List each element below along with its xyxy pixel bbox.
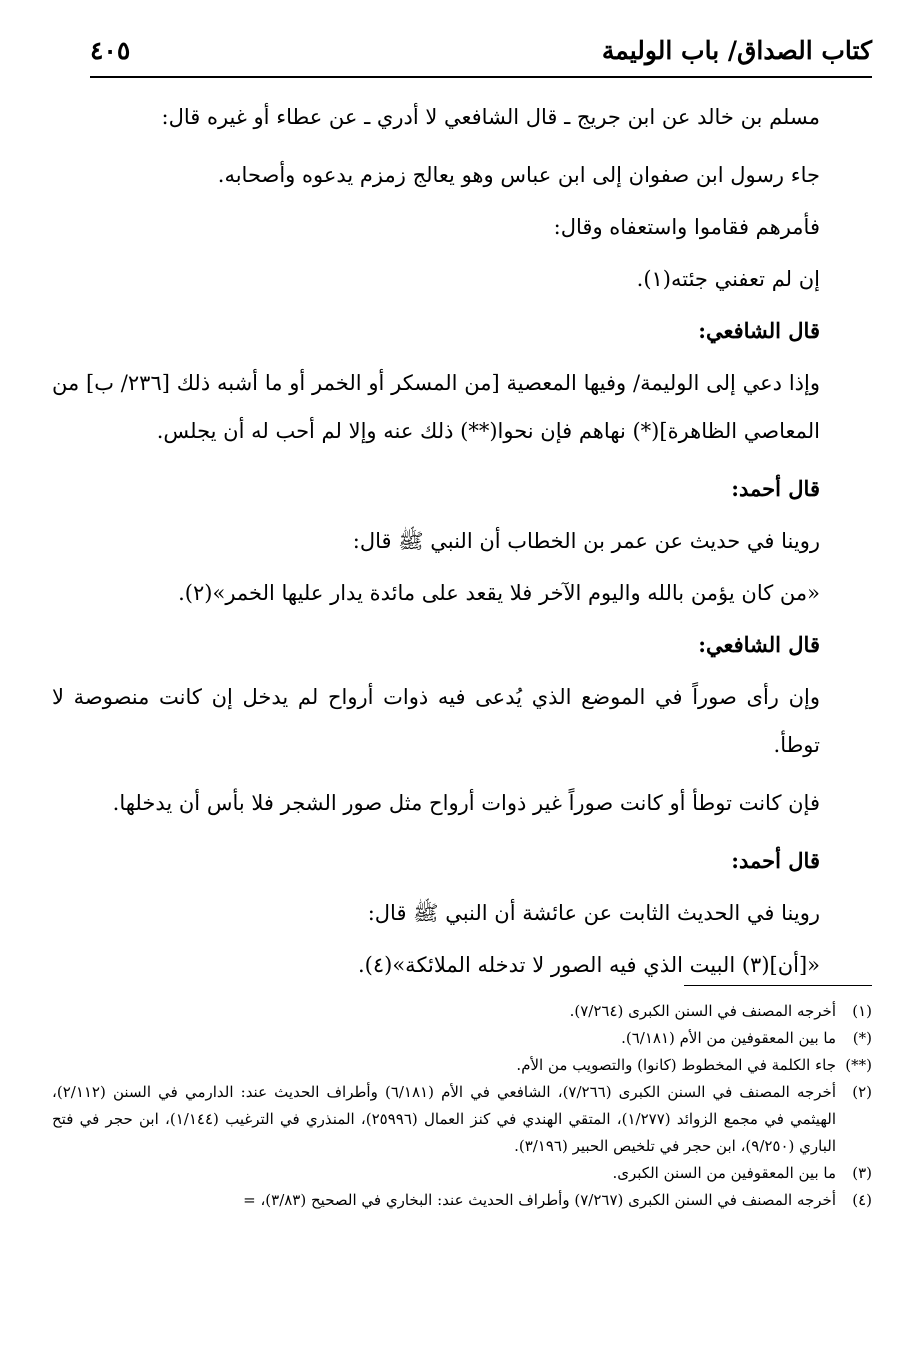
footnote [52,1052,872,1079]
running-header [90,32,872,78]
speaker-heading: قال الشافعي: [698,632,820,657]
paragraph-ruling: فإن كانت توطأ أو كانت صوراً غير ذوات أرواح مثل صور الشجر فلا بأس أن يدخلها. [112,791,820,815]
footnote-marker: (٤) [852,1191,872,1209]
paragraph-narration: فأمرهم فقاموا واستعفاه وقال: [553,215,820,239]
footnote-marker: (٢) [852,1083,872,1101]
footnote [52,1025,872,1052]
footnote [52,1160,872,1187]
footnote [52,1079,872,1160]
footnote-text: أخرجه المصنف في السنن الكبرى (٧/٢٦٤). [569,1002,836,1020]
footnote-text: أخرجه المصنف في السنن الكبرى (٧/٢٦٦)، الشافعي في الأم (٦/١٨١) وأطراف الحديث عند: الدارمي في السنن (٢/١١٢)، الهيثمي في مجمع الزوائد (١/٢٧٧)، المتقي الهندي في كنز العمال (٢٥٩٩٦)، المنذري في الترغيب (١/١٤٤)، ابن حجر في فتح الباري (٩/٢٥٠)، ابن حجر في تلخيص الحبير (٣/١٩٦). [52,1083,836,1155]
footnote-marker: (٣) [852,1164,872,1182]
paragraph-ruling: وإن رأى صوراً في الموضع الذي يُدعى فيه ذوات أرواح لم يدخل إن كانت منصوصة لا توطأ. [52,685,820,757]
speaker-heading: قال الشافعي: [698,318,820,343]
footnote-marker: (**) [845,1056,872,1074]
footnotes [52,998,872,1214]
paragraph-ruling: وإذا دعي إلى الوليمة/ وفيها المعصية [من المسكر أو الخمر أو ما أشبه ذلك [٢٣٦/ ب] من المعاصي الظاهرة](*) نهاهم فإن نحوا(**) ذلك عنه وإلا لم أحب له أن يجلس. [52,371,821,443]
footnote-marker: (*) [852,1029,872,1047]
speaker-heading: قال أحمد: [731,848,820,873]
footnote [52,998,872,1025]
footnote-text: ما بين المعقوفين من الأم (٦/١٨١). [621,1029,836,1047]
speaker-heading: قال أحمد: [731,476,820,501]
footnote-text: أخرجه المصنف في السنن الكبرى (٧/٢٦٧) وأطراف الحديث عند: البخاري في الصحيح (٣/٨٣)، = [243,1191,836,1209]
paragraph-narration: إن لم تعفني جئته(١). [636,267,820,291]
footnote-divider [684,985,872,986]
paragraph-hadith-intro: روينا في الحديث الثابت عن عائشة أن النبي ﷺ قال: [367,901,820,925]
main-text [52,93,872,993]
paragraph-hadith-intro: روينا في حديث عن عمر بن الخطاب أن النبي ﷺ قال: [352,529,820,553]
footnote-text: جاء الكلمة في المخطوط (كانوا) والتصويب من الأم. [516,1056,836,1074]
running-header-title: كتاب الصداق/ باب الوليمة [601,36,872,65]
paragraph-chain-of-narration: مسلم بن خالد عن ابن جريج ـ قال الشافعي لا أدري ـ عن عطاء أو غيره قال: [161,105,820,129]
footnote-marker: (١) [852,1002,872,1020]
paragraph-narration: جاء رسول ابن صفوان إلى ابن عباس وهو يعالج زمزم يدعوه وأصحابه. [217,163,820,187]
footnote [52,1187,872,1214]
page-number: ٤٠٥ [90,36,131,65]
paragraph-hadith: «من كان يؤمن بالله واليوم الآخر فلا يقعد على مائدة يدار عليها الخمر»(٢). [178,581,820,605]
header-divider [90,76,872,78]
footnote-text: ما بين المعقوفين من السنن الكبرى. [612,1164,836,1182]
paragraph-hadith: «[أن](٣) البيت الذي فيه الصور لا تدخله الملائكة»(٤). [357,953,820,977]
